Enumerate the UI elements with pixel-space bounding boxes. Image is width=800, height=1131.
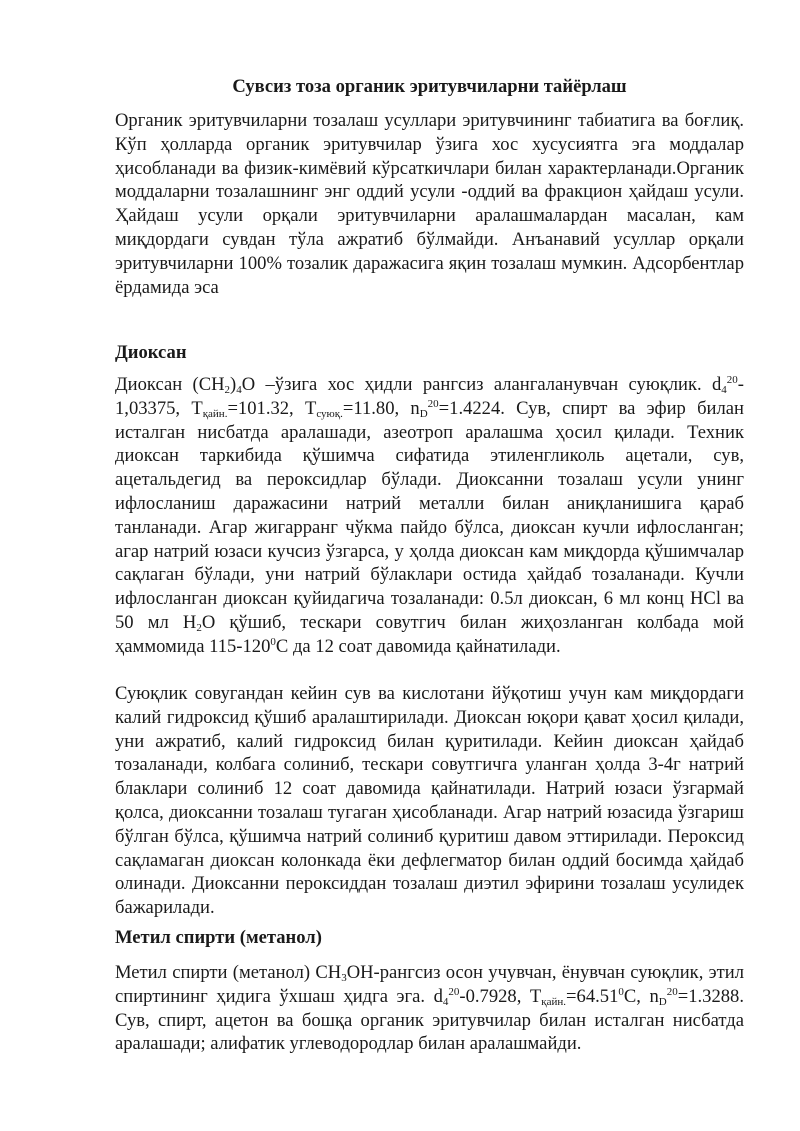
section-heading-methanol: Метил спирти (метанол) — [115, 927, 322, 948]
dioxane-paragraph-1: Диоксан $(СН_2)_4О$ –ўзига хос ҳидли рангсиз алангаланувчан суюқлик. $d_4^{20}-$ 1,03375, $Т_{қайн.}=101.32$, $Т_{суюқ.}=11.80$, $n_D^{20}=1.4224$. Сув, спирт ва эфир билан исталган нисбатда аралашади, азеотроп аралашма ҳосил қилади. Техник диоксан таркибида қўшимча сифатида этиленгликоль ацетали, сув, ацетальдегид ва пероксидлар бўлади. Диоксанни тозалаш усули унинг ифлосланиш даражасини натрий металли билан аниқланишига қараб танланади. Агар жигарранг чўкма пайдо бўлса, диоксан кучли ифлосланган; агар натрий юзаси кучсиз ўзгарса, у ҳолда диоксан кам миқдорда қўшимчалар сақлаган бўлади, уни натрий бўлаклари остида ҳайдаб тозаланади. Кучли ифлосланган диоксан қуйидагича тозаланади: 0.5л диоксан, 6 мл конц HCl ва 50 мл $Н_2О$ қўшиб, тескари совутгич билан жиҳозланган колбада мой ҳаммомида $115-120^0С$ да 12 соат давомида қайнатилади. — [115, 374, 744, 657]
dioxane-paragraph-2: Суюқлик совугандан кейин сув ва кислотани йўқотиш учун кам миқдордаги калий гидроксид қўшиб аралаштирилади. Диоксан юқори қават ҳосил қилади, уни ажратиб, калий гидроксид билан қуритилади. Кейин диоксан ҳайдаб тозаланади, колбага солиниб, тескари совутгичга уланган ҳолда 3-4г натрий блаклари солиниб 12 соат давомида қайнатилади. Натрий юзаси ўзгармай қолса, диоксанни тозалаш тугаган ҳисобланади. Агар натрий юзасида ўзгариш бўлган бўлса, қўшимча натрий солиниб қуритиш давом эттирилади. Пероксид сақламаган диоксан колонкада ёки дефлегматор билан оддий босимда ҳайдаб олинади. Диоксанни пероксиддан тозалаш диэтил эфирини тозалаш усулидек бажарилади. — [115, 683, 744, 919]
document-title: Сувсиз тоза органик эритувчиларни тайёрлаш — [232, 76, 627, 97]
intro-paragraph: Органик эритувчиларни тозалаш усуллари эритувчининг табиатига ва боғлиқ. Кўп ҳолларда органик эритувчилар ўзига хос хусусиятга эга моддалар ҳисобланади ва физик-кимёвий кўрсаткичлари билан характерланади.Органик моддаларни тозалашнинг энг оддий усули -оддий ва фракцион ҳайдаш усули. Ҳайдаш усули орқали эритувчиларни аралашмалардан масалан, кам миқдордаги сувдан тўла ажратиб бўлмайди. Анъанавий усуллар орқали эритувчиларни 100% тозалик даражасига яқин тозалаш мумкин. Адсорбентлар ёрдамида эса — [115, 110, 744, 298]
section-heading-dioxane: Диоксан — [115, 342, 187, 363]
methanol-paragraph-1: Метил спирти (метанол) $СН_3ОН$-рангсиз осон учувчан, ёнувчан суюқлик, этил спиртининг ҳидига ўхшаш ҳидга эга. $d_4^{20}-0.7928$, $Т_{қайн.}=64.51^0С$, $n_D^{20}=1.3288$. Сув, спирт, ацетон ва бошқа органик эритувчилар билан исталган нисбатда аралашади; алифатик углеводородлар билан аралашмайди. — [115, 962, 745, 1055]
